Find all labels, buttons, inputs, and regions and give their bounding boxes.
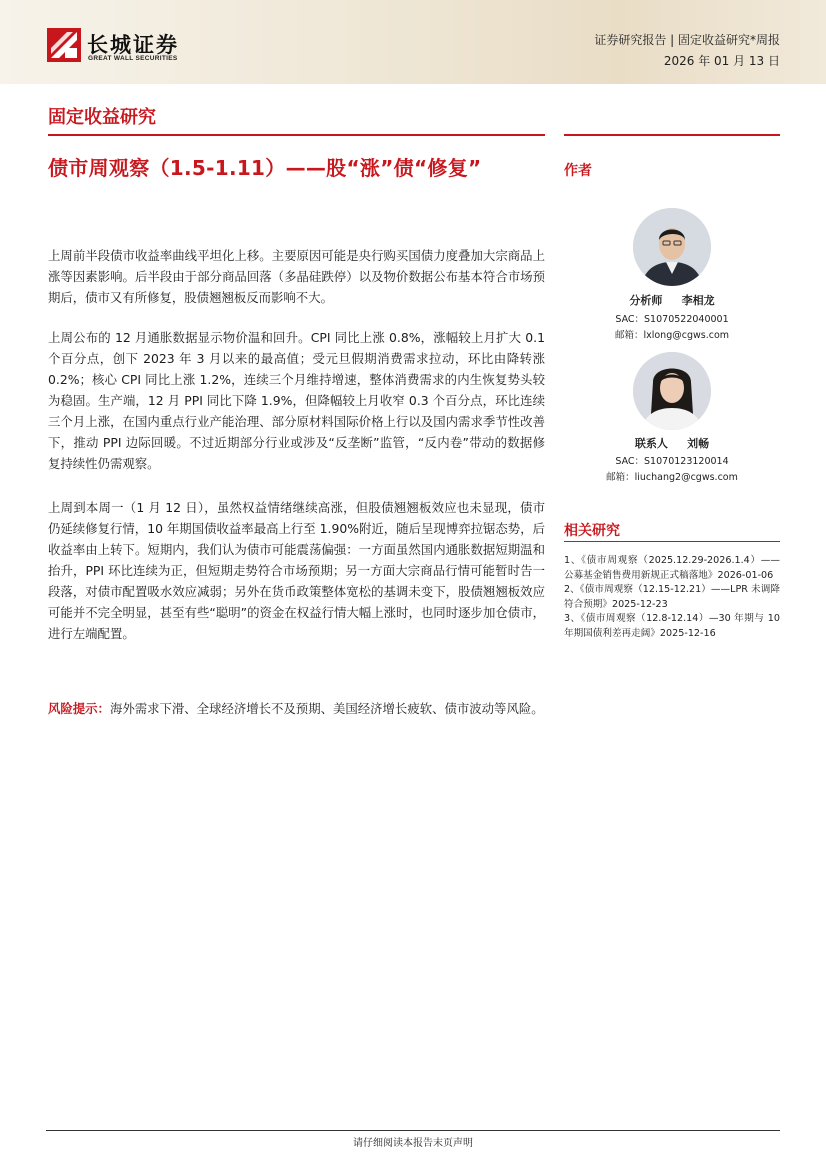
report-meta xyxy=(594,30,780,72)
paragraph-1: 上周前半段债市收益率曲线平坦化上移。主要原因可能是央行购买国债力度叠加大宗商品上涨等因素影响。后半段由于部分商品回落（多晶硅跌停）以及物价数据公布基本符合市场预期后，债市又有所修复，股债翘翘板反而影响不大。 xyxy=(48,248,545,305)
great-wall-logo-icon xyxy=(47,28,81,62)
title-rule xyxy=(48,134,545,136)
related-item-3[interactable]: 3、《债市周观察（12.8-12.14）—30 年期与 10 年期国债利差再走阔》2025-12-16 xyxy=(564,613,780,639)
related-item-2[interactable]: 2、《债市周观察（12.15-12.21）——LPR 未调降符合预期》2025-12-23 xyxy=(564,584,780,610)
related-rule xyxy=(564,541,780,542)
analyst-portrait-icon xyxy=(633,208,711,286)
contact-name: 联系人 刘畅 xyxy=(634,437,710,450)
sidebar-rule xyxy=(564,134,780,136)
analyst-name: 分析师 李相龙 xyxy=(629,294,715,307)
paragraph-3: 上周到本周一（1 月 12 日），虽然权益情绪继续高涨，但股债翘翘板效应也未显现，债市仍延续修复行情，10 年期国债收益率最高上行至 1.90%附近，随后呈现博弈拉锯态势，后收益率由上转下。短期内，我们认为债市可能震荡偏强：一方面虽然国内通胀数据短期温和抬升，PPI 环比连续为正，但短期走势符合市场预期；另一方面大宗商品行情可能暂时告一段落，对债市配置吸水效应减弱；另外在货币政策整体宽松的基调未变下，股债翘翘板效应可能并不完全明显，甚至有些“聪明”的资金在权益行情大幅上涨时，也同时逐步加仓债市，进行左端配置。 xyxy=(48,500,545,641)
related-item-1[interactable]: 1、《债市周观察（2025.12.29-2026.1.4）——公募基金销售费用新规正式稿落地》2026-01-06 xyxy=(564,555,780,581)
footer-rule xyxy=(46,1130,780,1131)
brand-logo xyxy=(47,28,197,64)
logo-chinese-name: 长城证券 xyxy=(87,32,179,57)
document-title: 债市周观察（1.5-1.11）——股“涨”债“修复” xyxy=(48,156,482,180)
contact-sac: SAC：S1070123120014 xyxy=(615,456,729,467)
risk-text: 海外需求下滑、全球经济增长不及预期、美国经济增长疲软、债市波动等风险。 xyxy=(109,701,544,716)
analyst-sac: SAC：S1070522040001 xyxy=(615,314,729,325)
section-title: 固定收益研究 xyxy=(48,107,156,128)
analyst-avatar xyxy=(633,208,711,286)
logo-english-name: GREAT WALL SECURITIES xyxy=(88,55,178,62)
related-research-list xyxy=(564,554,780,641)
risk-label: 风险提示： xyxy=(48,701,110,716)
related-research-title: 相关研究 xyxy=(564,523,620,539)
contact-email: 邮箱：liuchang2@cgws.com xyxy=(606,472,738,483)
analyst-email: 邮箱：lxlong@cgws.com xyxy=(614,330,730,341)
contact-avatar xyxy=(633,352,711,430)
contact-portrait-icon xyxy=(633,352,711,430)
paragraph-2: 上周公布的 12 月通胀数据显示物价温和回升。CPI 同比上涨 0.8%，涨幅较上月扩大 0.1 个百分点，创下 2023 年 3 月以来的最高值；受元旦假期消费需求拉动，环比由降转涨 0.2%；核心 CPI 同比上涨 1.2%，连续三个月维持增速，整体消费需求的内生恢复势头较为稳固。生产端，12 月 PPI 同比下降 1.9%，但降幅较上月收窄 0.3 个百分点，环比连续三个月上涨，在国内重点行业产能治理、部分原材料国际价格上行以及国内需求季节性改善下，推动 PPI 边际回暖。不过近期部分行业或涉及“反垄断”监管，“反内卷”带动的数据修复持续性仍需观察。 xyxy=(48,330,545,471)
authors-title: 作者 xyxy=(564,163,592,179)
risk-warning xyxy=(48,698,545,719)
footer-disclaimer: 请仔细阅读本报告末页声明 xyxy=(353,1138,473,1149)
report-date: 2026 年 01 月 13 日 xyxy=(663,54,780,68)
report-type: 证券研究报告 | 固定收益研究*周报 xyxy=(594,33,780,47)
